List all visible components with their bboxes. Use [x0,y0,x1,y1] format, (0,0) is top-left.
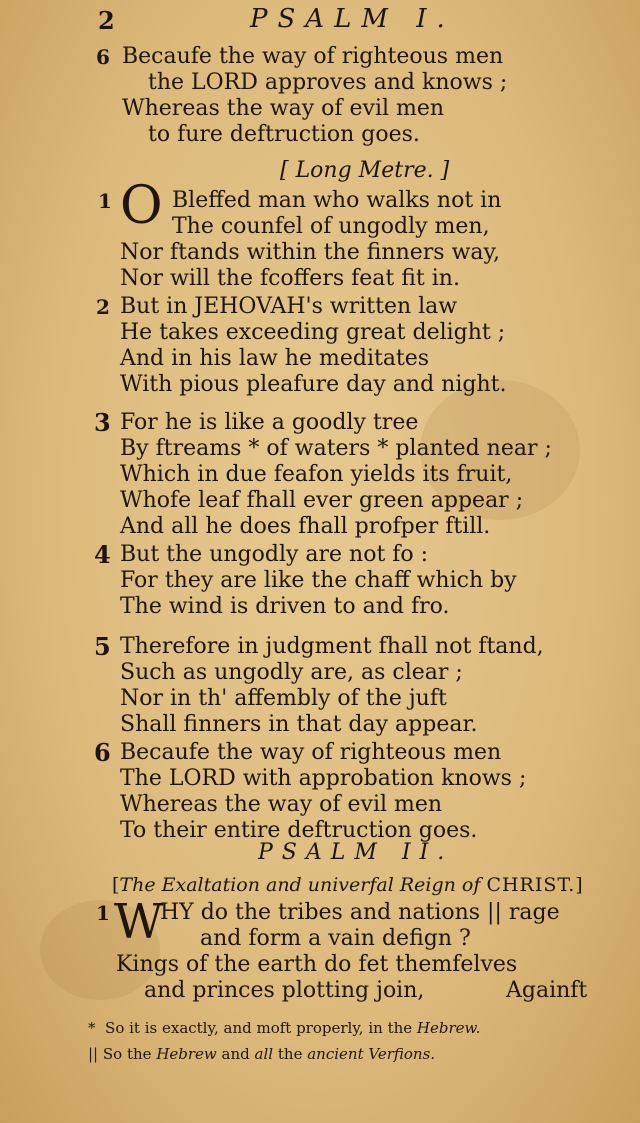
footnote-text: and [221,1045,250,1063]
catchword: Againft [506,978,588,1003]
metre-heading: [ Long Metre. ] [280,158,450,183]
verse-line: Nor will the fcoffers feat fit in. [120,266,460,291]
verse-line: and princes plotting join, [144,978,425,1003]
verse-line: and form a vain defign ? [200,926,471,951]
running-title: PSALM I. [250,4,455,34]
verse-line: Kings of the earth do fet themfelves [116,952,518,977]
verse-line: Which in due feafon yields its fruit, [120,462,513,487]
verse-line: Whereas the way of evil men [120,792,443,817]
section-marker: 6 [96,45,110,69]
verse-line: Nor ftands within the finners way, [120,240,501,265]
page-number: 2 [98,6,115,35]
verse-number: 4 [94,540,111,569]
footnote-text: So it is exactly, and moft properly, in the [105,1019,413,1037]
footnote-italic: Hebrew. [416,1019,481,1037]
drop-capital: O [120,176,163,236]
subtitle-bracket: [ [112,874,120,896]
verse-number: 5 [94,632,111,661]
subtitle-italic: The Exaltation and univerfal Reign of [119,874,481,896]
verse-line: Whereas the way of evil men [122,96,445,121]
verse-line: He takes exceeding great delight ; [120,320,506,345]
verse-number: 1 [96,901,110,925]
footnote-italic: all [254,1045,274,1063]
verse-line: And all he does fhall profper ftill. [120,514,491,539]
verse-line: The wind is driven to and fro. [120,594,450,619]
drop-capital: W [114,894,164,950]
verse-line: To their entire deftruction goes. [120,818,478,843]
verse-line: Nor in th' affembly of the juft [120,686,447,711]
footnote [88,1044,435,1064]
verse-line: For he is like a goodly tree [120,410,419,435]
verse-number: 3 [94,408,111,437]
footnote-mark: * [88,1019,96,1037]
footnote-text: So the [102,1045,152,1063]
verse-line: Becaufe the way of righteous men [120,740,502,765]
verse-number: 6 [94,738,111,767]
verse-line: With pious pleafure day and night. [120,372,507,397]
subtitle-christ: CHRIST. [486,874,576,896]
verse-line: Therefore in judgment fhall not ftand, [120,634,544,659]
footnote-italic: Hebrew [156,1045,217,1063]
footnote [88,1018,480,1038]
verse-line: Becaufe the way of righteous men [122,44,504,69]
verse-line: HY do the tribes and nations || rage [160,900,560,925]
verse-line: Shall finners in that day appear. [120,712,478,737]
verse-line: Bleffed man who walks not in [172,188,502,213]
verse-line: But in JEHOVAH's written law [120,294,458,319]
verse-line: Whofe leaf fhall ever green appear ; [120,488,524,513]
subtitle-bracket: ] [575,874,583,896]
verse-line: The LORD with approbation knows ; [120,766,527,791]
verse-number: 1 [98,189,112,213]
psalm-title: PSALM II. [258,840,454,865]
footnote-italic: ancient Verfions. [307,1045,436,1063]
verse-line: For they are like the chaff which by [120,568,517,593]
verse-number: 2 [96,295,110,319]
psalm-subtitle [112,872,583,898]
verse-line: the LORD approves and knows ; [148,70,508,95]
verse-line: By ftreams * of waters * planted near ; [120,436,552,461]
footnote-mark: || [88,1045,99,1063]
verse-line: And in his law he meditates [120,346,430,371]
verse-line: Such as ungodly are, as clear ; [120,660,463,685]
verse-line: to fure deftruction goes. [148,122,420,147]
verse-line: But the ungodly are not fo : [120,542,429,567]
footnote-text: the [277,1045,303,1063]
verse-line: The counfel of ungodly men, [172,214,490,239]
